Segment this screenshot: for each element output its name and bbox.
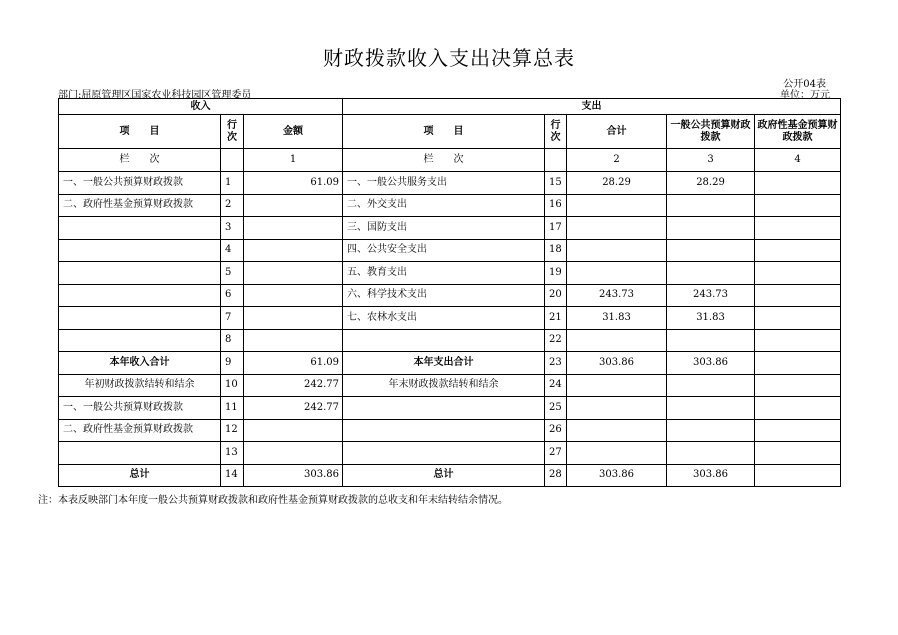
income-row-no-cell: 13: [221, 442, 244, 465]
expense-row-no-cell: 24: [545, 374, 567, 397]
income-item-cell: 本年收入合计: [59, 352, 221, 375]
expense-total-cell: [567, 442, 667, 465]
expense-total-cell: [567, 239, 667, 262]
general-budget-cell: 303.86: [667, 352, 755, 375]
income-row-no-cell: 12: [221, 419, 244, 442]
gov-fund-cell: [755, 397, 841, 420]
general-budget-cell: [667, 419, 755, 442]
expense-row-no-cell: 22: [545, 329, 567, 352]
income-row-no-cell: 14: [221, 464, 244, 487]
income-row-no-cell: 1: [221, 172, 244, 195]
column-label-income: 栏 次: [59, 149, 221, 172]
income-row-no-cell: 4: [221, 239, 244, 262]
expense-item-cell: 五、教育支出: [343, 262, 545, 285]
expense-item-cell: 六、科学技术支出: [343, 284, 545, 307]
gov-fund-cell: [755, 194, 841, 217]
table-note: 注：本表反映部门本年度一般公共预算财政拨款和政府性基金预算财政拨款的总收支和年末结转结余情况。: [38, 495, 508, 506]
expense-total-cell: 31.83: [567, 307, 667, 330]
gov-fund-cell: [755, 307, 841, 330]
expense-row-no-cell: 20: [545, 284, 567, 307]
income-row-no-cell: 11: [221, 397, 244, 420]
column-number-2: 2: [567, 149, 667, 172]
header-general-budget: 一般公共预算财政拨款: [667, 115, 755, 149]
table-row: [59, 464, 841, 487]
general-budget-cell: [667, 217, 755, 240]
expense-item-cell: 二、外交支出: [343, 194, 545, 217]
table-row: [59, 284, 841, 307]
table-row: [59, 329, 841, 352]
column-label-expense: 栏 次: [343, 149, 545, 172]
income-item-cell: 二、政府性基金预算财政拨款: [59, 194, 221, 217]
general-budget-cell: [667, 239, 755, 262]
expense-row-no-cell: 27: [545, 442, 567, 465]
expense-item-cell: 七、农林水支出: [343, 307, 545, 330]
gov-fund-cell: [755, 262, 841, 285]
general-budget-cell: [667, 194, 755, 217]
income-section-header: 收入: [59, 99, 343, 115]
table-row: [59, 352, 841, 375]
income-amount-cell: [244, 307, 343, 330]
column-number-1: 1: [244, 149, 343, 172]
expense-item-cell: 本年支出合计: [343, 352, 545, 375]
form-code: 公开04表: [783, 79, 826, 90]
general-budget-cell: [667, 374, 755, 397]
income-item-cell: [59, 284, 221, 307]
expense-item-cell: [343, 329, 545, 352]
income-row-no-cell: 5: [221, 262, 244, 285]
table-row: [59, 217, 841, 240]
income-amount-cell: 303.86: [244, 464, 343, 487]
income-row-no-cell: 2: [221, 194, 244, 217]
income-row-no-cell: 9: [221, 352, 244, 375]
header-income-row-no: 行次: [221, 115, 244, 149]
expense-row-no-cell: 25: [545, 397, 567, 420]
report-title: 财政拨款收入支出决算总表: [323, 46, 575, 70]
appropriation-summary-table: [58, 98, 841, 487]
expense-total-cell: 303.86: [567, 352, 667, 375]
header-total: 合计: [567, 115, 667, 149]
expense-row-no-cell: 26: [545, 419, 567, 442]
income-amount-cell: 242.77: [244, 397, 343, 420]
expense-total-cell: 28.29: [567, 172, 667, 195]
income-amount-cell: 61.09: [244, 352, 343, 375]
gov-fund-cell: [755, 374, 841, 397]
table-row: [59, 442, 841, 465]
general-budget-cell: 303.86: [667, 464, 755, 487]
income-item-cell: 总计: [59, 464, 221, 487]
expense-item-cell: [343, 397, 545, 420]
expense-section-header: 支出: [343, 99, 841, 115]
expense-total-cell: 303.86: [567, 464, 667, 487]
expense-total-cell: [567, 329, 667, 352]
general-budget-cell: [667, 262, 755, 285]
table-row: [59, 374, 841, 397]
income-row-no-cell: 10: [221, 374, 244, 397]
income-item-cell: [59, 217, 221, 240]
gov-fund-cell: [755, 442, 841, 465]
expense-item-cell: 总计: [343, 464, 545, 487]
table-row: [59, 172, 841, 195]
income-item-cell: [59, 262, 221, 285]
expense-row-no-cell: 18: [545, 239, 567, 262]
expense-item-cell: 三、国防支出: [343, 217, 545, 240]
income-item-cell: [59, 442, 221, 465]
general-budget-cell: [667, 397, 755, 420]
income-amount-cell: [244, 329, 343, 352]
expense-row-no-cell: 15: [545, 172, 567, 195]
income-amount-cell: [244, 419, 343, 442]
income-row-no-cell: 8: [221, 329, 244, 352]
gov-fund-cell: [755, 464, 841, 487]
income-item-cell: [59, 329, 221, 352]
expense-total-cell: [567, 397, 667, 420]
expense-row-no-cell: 17: [545, 217, 567, 240]
income-amount-cell: [244, 194, 343, 217]
column-number-4: 4: [755, 149, 841, 172]
expense-row-no-cell: 19: [545, 262, 567, 285]
general-budget-cell: 243.73: [667, 284, 755, 307]
gov-fund-cell: [755, 329, 841, 352]
table-row: [59, 397, 841, 420]
expense-total-cell: [567, 217, 667, 240]
income-amount-cell: 242.77: [244, 374, 343, 397]
income-row-no-cell: 7: [221, 307, 244, 330]
expense-total-cell: [567, 374, 667, 397]
expense-item-cell: [343, 442, 545, 465]
income-amount-cell: [244, 442, 343, 465]
general-budget-cell: [667, 329, 755, 352]
expense-total-cell: [567, 262, 667, 285]
income-item-cell: 二、政府性基金预算财政拨款: [59, 419, 221, 442]
expense-total-cell: [567, 419, 667, 442]
income-item-cell: 一、一般公共预算财政拨款: [59, 397, 221, 420]
column-blank: [221, 149, 244, 172]
column-blank: [545, 149, 567, 172]
expense-item-cell: [343, 419, 545, 442]
income-amount-cell: [244, 239, 343, 262]
table-row: [59, 194, 841, 217]
expense-row-no-cell: 16: [545, 194, 567, 217]
expense-row-no-cell: 28: [545, 464, 567, 487]
expense-total-cell: [567, 194, 667, 217]
table-row: [59, 239, 841, 262]
expense-item-cell: 一、一般公共服务支出: [343, 172, 545, 195]
expense-item-cell: 四、公共安全支出: [343, 239, 545, 262]
header-gov-fund: 政府性基金预算财政拨款: [755, 115, 841, 149]
gov-fund-cell: [755, 284, 841, 307]
income-item-cell: 年初财政拨款结转和结余: [59, 374, 221, 397]
header-income-item: 项 目: [59, 115, 221, 149]
expense-row-no-cell: 23: [545, 352, 567, 375]
header-expense-item: 项 目: [343, 115, 545, 149]
expense-total-cell: 243.73: [567, 284, 667, 307]
gov-fund-cell: [755, 217, 841, 240]
gov-fund-cell: [755, 419, 841, 442]
header-expense-row-no: 行次: [545, 115, 567, 149]
income-row-no-cell: 6: [221, 284, 244, 307]
income-amount-cell: [244, 217, 343, 240]
general-budget-cell: [667, 442, 755, 465]
income-amount-cell: 61.09: [244, 172, 343, 195]
general-budget-cell: 31.83: [667, 307, 755, 330]
header-amount: 金额: [244, 115, 343, 149]
gov-fund-cell: [755, 239, 841, 262]
gov-fund-cell: [755, 172, 841, 195]
unit-label: 单位：万元: [780, 90, 830, 101]
department-label: 部门:屈原管理区国家农业科技园区管理委员: [58, 90, 252, 101]
general-budget-cell: 28.29: [667, 172, 755, 195]
column-number-3: 3: [667, 149, 755, 172]
table-row: [59, 307, 841, 330]
income-item-cell: [59, 239, 221, 262]
expense-row-no-cell: 21: [545, 307, 567, 330]
income-item-cell: 一、一般公共预算财政拨款: [59, 172, 221, 195]
expense-item-cell: 年末财政拨款结转和结余: [343, 374, 545, 397]
income-amount-cell: [244, 262, 343, 285]
income-row-no-cell: 3: [221, 217, 244, 240]
table-row: [59, 262, 841, 285]
table-row: [59, 419, 841, 442]
income-item-cell: [59, 307, 221, 330]
gov-fund-cell: [755, 352, 841, 375]
income-amount-cell: [244, 284, 343, 307]
